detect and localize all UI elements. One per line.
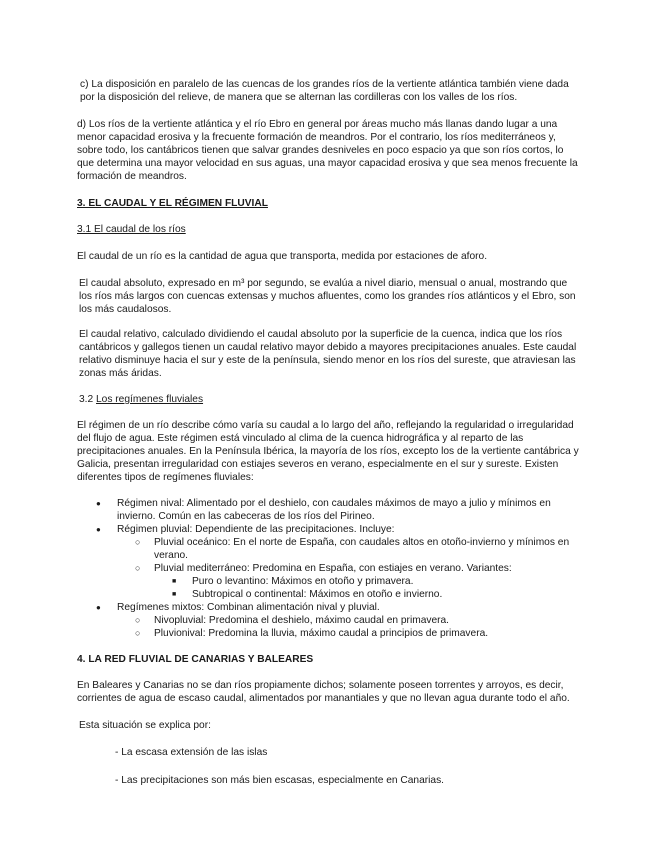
- list-item-mediterraneo: [117, 562, 579, 601]
- paragraph-caudal-absoluto: El caudal absoluto, expresado en m³ por segundo, se evalúa a nivel diario, mensual o anual, mostrando que los ríos más largos con cuencas extensas y muchos afluentes, como los grandes ríos atlánticos y el Ebro, son los más caudalosos.: [79, 278, 576, 315]
- paragraph-c: c) La disposición en paralelo de las cuencas de los grandes ríos de la vertiente atlántica también viene dada por la disposición del relieve, de manera que se alternan las cordilleras con los valles de los ríos.: [80, 79, 569, 103]
- list-item-text: Régimen pluvial: Dependiente de las precipitaciones. Incluye:: [117, 524, 395, 535]
- list-item-pluvionival: ○ Pluvionival: Predomina la lluvia, máximo caudal a principios de primavera.: [117, 627, 579, 640]
- dash-item-extension: - La escasa extensión de las islas: [115, 747, 268, 758]
- list-item-text: Regímenes mixtos: Combinan alimentación nival y pluvial.: [117, 602, 380, 613]
- section-heading-3: 3. EL CAUDAL Y EL RÉGIMEN FLUVIAL: [77, 198, 268, 209]
- subsection-heading-3-1: 3.1 El caudal de los ríos: [77, 224, 186, 235]
- regimes-list: [77, 497, 579, 640]
- list-item-levantino: ■ Puro o levantino: Máximos en otoño y primavera.: [154, 575, 579, 588]
- pluvial-sublist: [117, 536, 579, 601]
- subsection-number: 3.2: [79, 394, 94, 405]
- paragraph-explanation: Esta situación se explica por:: [79, 720, 211, 731]
- paragraph-regimen: El régimen de un río describe cómo varía su caudal a lo largo del año, reflejando la regularidad o irregularidad del flujo de agua. Este régimen está vinculado al clima de la cuenca hidrográfica y al reparto de las precipitaciones anuales. En la Península Ibérica, la mayoría de los ríos, excepto los de la vertiente cantábrica y Galicia, presentan irregularidad con estiajes severos en verano, especialmente en el sur y sureste. Existen diferentes tipos de regímenes fluviales:: [77, 420, 579, 483]
- paragraph-canarias-baleares: En Baleares y Canarias no se dan ríos propiamente dichos; solamente poseen torrentes y arroyos, es decir, corrientes de agua de escaso caudal, alimentados por manantiales y que no llevan agua durante todo el año.: [77, 680, 570, 704]
- paragraph-caudal-definition: El caudal de un río es la cantidad de agua que transporta, medida por estaciones de aforo.: [77, 251, 488, 262]
- list-item-nival: [77, 497, 579, 523]
- document-page: [77, 78, 579, 802]
- mixtos-sublist: [117, 614, 579, 640]
- list-item-pluvial: [77, 523, 579, 601]
- paragraph-d: d) Los ríos de la vertiente atlántica y el río Ebro en general por áreas mucho más llanas dando lugar a una menor capacidad erosiva y la frecuente formación de meandros. Por el contrario, los ríos mediterráneos y, sobre todo, los cantábricos tienen que salvar grandes desniveles en poco espacio ya que son ríos cortos, lo que determina una mayor velocidad en sus aguas, una mayor capacidad erosiva y que sea menos frecuente la formación de meandros.: [77, 119, 578, 182]
- list-item-text: Pluvial oceánico: En el norte de España, con caudales altos en otoño-invierno y mínimos en verano.: [154, 537, 570, 561]
- list-item-nivopluvial: ○ Nivopluvial: Predomina el deshielo, máximo caudal en primavera.: [117, 614, 579, 627]
- list-item-text: Pluvial mediterráneo: Predomina en España, con estiajes en verano. Variantes:: [154, 563, 512, 574]
- dash-item-precipitaciones: - Las precipitaciones son más bien escasas, especialmente en Canarias.: [115, 775, 445, 786]
- paragraph-caudal-relativo: El caudal relativo, calculado dividiendo el caudal absoluto por la superficie de la cuenca, indica que los ríos cantábricos y gallegos tienen un caudal relativo mayor debido a mayores precipitaciones anuales. Este caudal relativo disminuye hacia el sur y este de la península, siendo menor en los ríos del sureste, que atraviesan las zonas más áridas.: [79, 329, 577, 379]
- list-item-text: Régimen nival: Alimentado por el deshielo, con caudales máximos de mayo a julio y mínimos en invierno. Común en las cabeceras de los ríos del Pirineo.: [117, 498, 551, 522]
- section-heading-4: 4. LA RED FLUVIAL DE CANARIAS Y BALEARES: [77, 654, 314, 665]
- subsection-title: Los regímenes fluviales: [96, 394, 204, 405]
- subsection-heading-3-2: [77, 393, 579, 406]
- list-item-mixtos: [77, 601, 579, 640]
- list-item-oceanico: [117, 536, 579, 562]
- mediterraneo-sublist: [154, 575, 579, 601]
- list-item-subtropical: ■ Subtropical o continental: Máximos en otoño e invierno.: [154, 588, 579, 601]
